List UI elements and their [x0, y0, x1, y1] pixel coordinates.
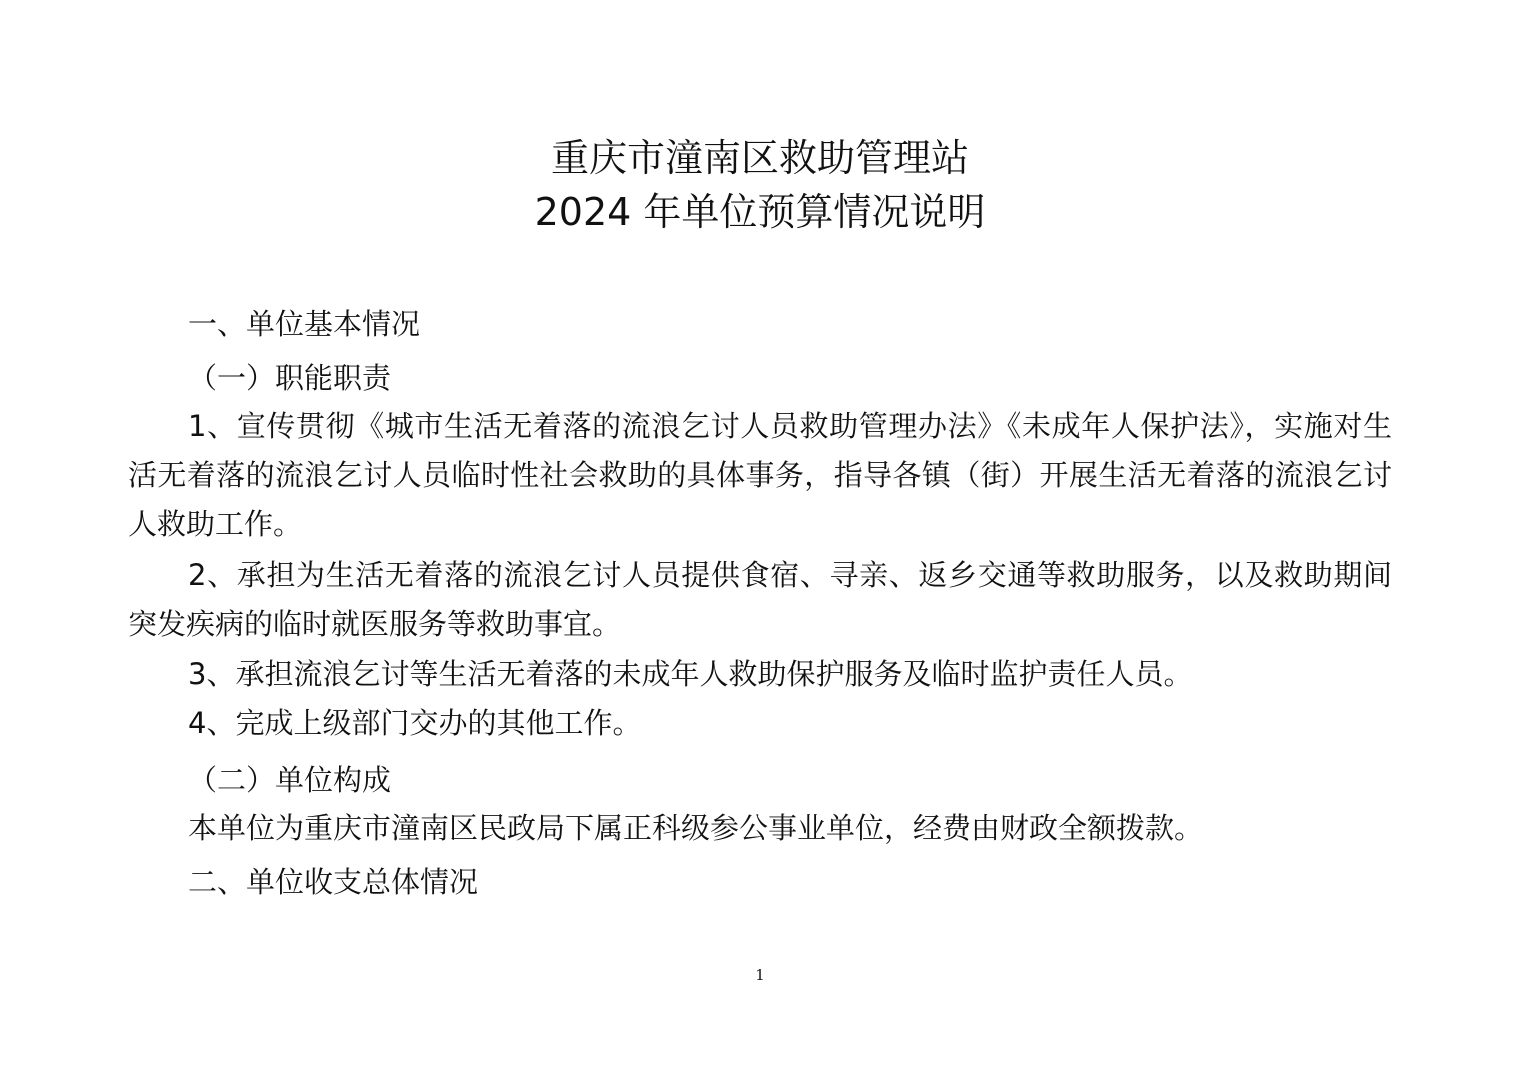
subsection-heading-composition: （二）单位构成 [188, 763, 392, 797]
document-title-line1: 重庆市潼南区救助管理站 [550, 136, 969, 180]
duty-item-4: 4、完成上级部门交办的其他工作。 [188, 706, 642, 740]
document-title-line2: 2024 年单位预算情况说明 [534, 190, 986, 234]
section-heading-basic-info: 一、单位基本情况 [188, 307, 421, 341]
duty-item-2: 2、承担为生活无着落的流浪乞讨人员提供食宿、寻亲、返乡交通等救助服务，以及救助期间突发疾病的临时就医服务等救助事宜。 [128, 558, 1392, 641]
subsection-heading-duties: （一）职能职责 [188, 361, 392, 395]
duty-item-3: 3、承担流浪乞讨等生活无着落的未成年人救助保护服务及临时监护责任人员。 [188, 657, 1193, 691]
duty-item-1: 1、宣传贯彻《城市生活无着落的流浪乞讨人员救助管理办法》《未成年人保护法》，实施对生活无着落的流浪乞讨人员临时性社会救助的具体事务，指导各镇（街）开展生活无着落的流浪乞讨人救助工作。 [128, 409, 1392, 541]
composition-text: 本单位为重庆市潼南区民政局下属正科级参公事业单位，经费由财政全额拨款。 [188, 811, 1204, 845]
section-heading-budget-overview: 二、单位收支总体情况 [188, 865, 479, 899]
page-number: 1 [755, 966, 765, 984]
